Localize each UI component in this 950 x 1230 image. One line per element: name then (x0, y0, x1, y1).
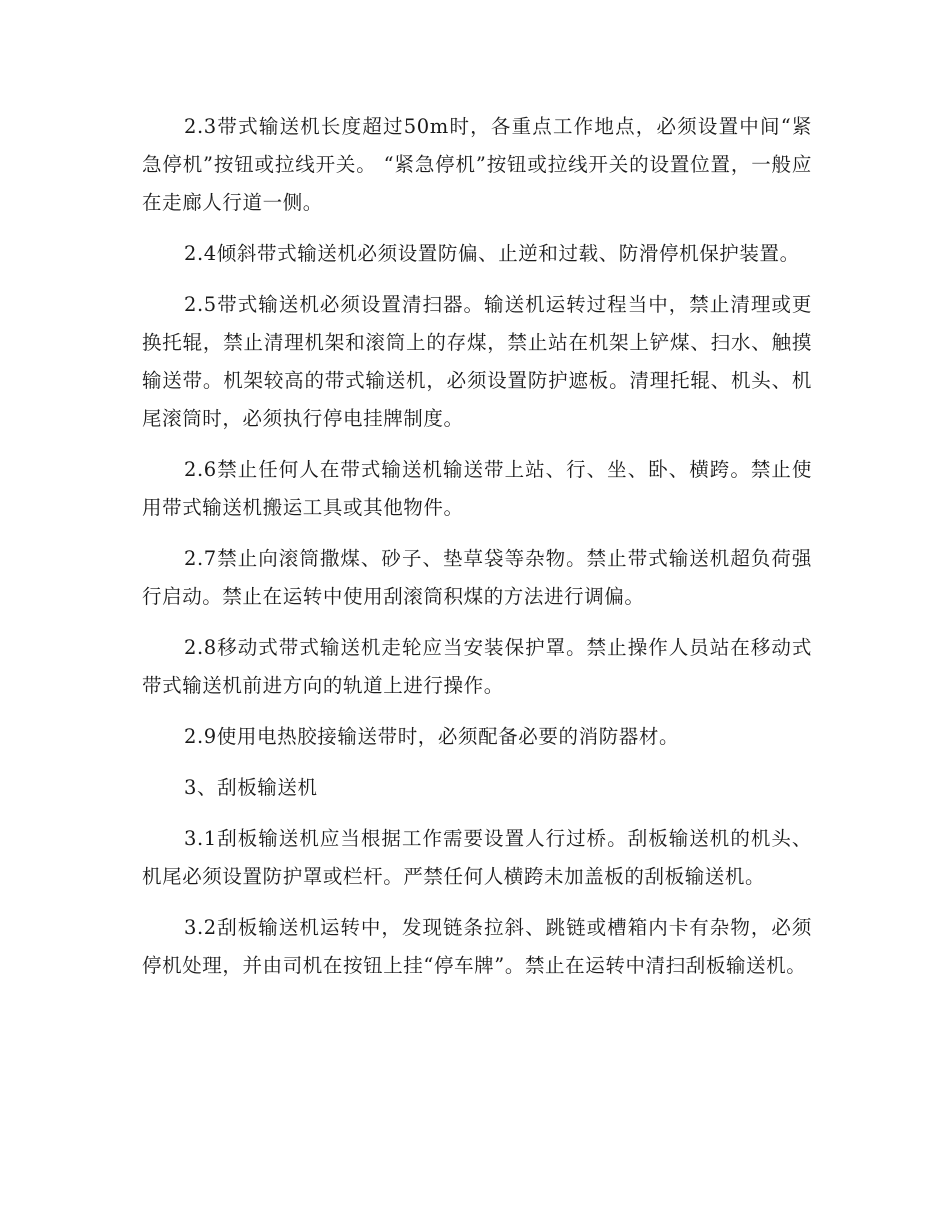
paragraph-2-7: 2.7禁止向滚筒撒煤、砂子、垫草袋等杂物。禁止带式输送机超负荷强行启动。禁止在运转中使用刮滚筒积煤的方法进行调偏。 (142, 547, 812, 608)
document-body (142, 108, 812, 998)
paragraph-3-2: 3.2刮板输送机运转中，发现链条拉斜、跳链或槽箱内卡有杂物，必须停机处理，并由司机在按钮上挂“停车牌”。禁止在运转中清扫刮板输送机。 (142, 916, 812, 977)
paragraph-2-6: 2.6禁止任何人在带式输送机输送带上站、行、坐、卧、横跨。禁止使用带式输送机搬运工具或其他物件。 (142, 458, 812, 519)
paragraph-2-9: 2.9使用电热胶接输送带时，必须配备必要的消防器材。 (184, 725, 680, 748)
paragraph-2-8: 2.8移动式带式输送机走轮应当安装保护罩。禁止操作人员站在移动式带式输送机前进方向的轨道上进行操作。 (142, 636, 812, 697)
section-heading-3: 3、刮板输送机 (184, 776, 318, 799)
paragraph-2-4: 2.4倾斜带式输送机必须设置防偏、止逆和过载、防滑停机保护装置。 (184, 242, 800, 265)
paragraph-2-5: 2.5带式输送机必须设置清扫器。输送机运转过程当中，禁止清理或更换托辊，禁止清理机架和滚筒上的存煤，禁止站在机架上铲煤、扫水、触摸输送带。机架较高的带式输送机，必须设置防护遮板。清理托辊、机头、机尾滚筒时，必须执行停电挂牌制度。 (142, 293, 812, 430)
paragraph-3-1: 3.1刮板输送机应当根据工作需要设置人行过桥。刮板输送机的机头、机尾必须设置防护罩或栏杆。严禁任何人横跨未加盖板的刮板输送机。 (142, 827, 812, 888)
paragraph-2-3: 2.3带式输送机长度超过50m时，各重点工作地点，必须设置中间“紧急停机”按钮或拉线开关。 “紧急停机”按钮或拉线开关的设置位置，一般应在走廊人行道一侧。 (142, 115, 812, 214)
